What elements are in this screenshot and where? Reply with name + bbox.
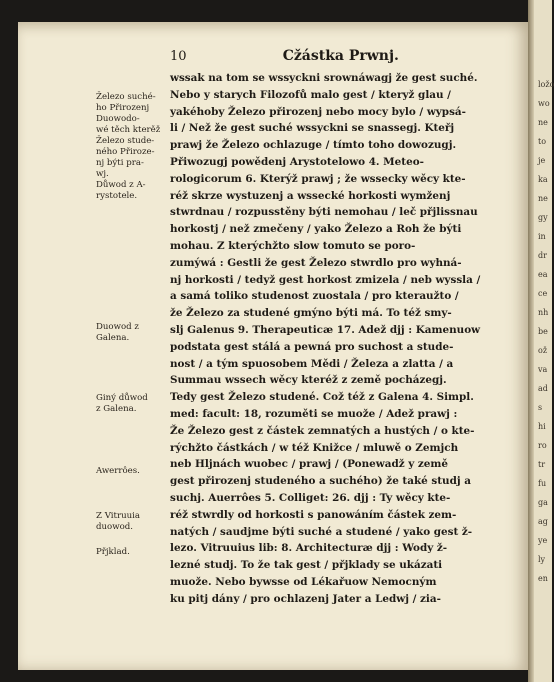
right-page-fragment: ly	[538, 555, 546, 564]
right-page-edge	[528, 0, 552, 682]
margin-note: Galena.	[96, 333, 130, 343]
text-line: a samá toliko studenost zuostala / pro kteraužto /	[170, 290, 459, 303]
text-line: lezné studj. To že tak gest / přjklady se ukázati	[170, 559, 443, 572]
text-line: ku pitj dány / pro ochlazenj Jater a Ledwj / zia-	[170, 592, 441, 605]
right-page-fragment: ag	[538, 517, 548, 526]
right-page-fragment: ložo	[538, 80, 554, 89]
text-line: stwrdnau / rozpusstěny býti nemohau / leč přjlissnau	[170, 206, 478, 219]
right-page-fragment: fu	[538, 479, 547, 488]
margin-note: Duowodo-	[96, 114, 140, 124]
right-page-fragment: tr	[538, 460, 546, 469]
page-number: 10	[170, 49, 187, 64]
right-page-fragment: nh	[538, 308, 549, 317]
right-page-fragment: va	[538, 365, 548, 374]
text-line: rýchžto částkách / w též Knižce / mluwě o Zemjch	[170, 441, 459, 454]
text-line: Tedy gest Železo studené. Což též z Galena 4. Simpl.	[170, 391, 474, 404]
text-line: zumýwá : Gestli že gest Železo stwrdlo pro wyhná-	[170, 256, 462, 269]
right-page-fragment: ro	[538, 441, 547, 450]
text-line: med: facult: 18, rozuměti se muože / Adež prawj :	[170, 408, 458, 420]
margin-note: Důwod z A-	[96, 180, 146, 190]
margin-note: ného Přiroze-	[96, 147, 155, 157]
right-page-fragment: ye	[538, 536, 548, 545]
text-line: natých / saudjme býti suché a studené / yako gest ž-	[170, 525, 473, 538]
text-line: yakéhoby Železo přirozenj nebo mocy bylo / wypsá-	[170, 105, 466, 118]
margin-note: duowod.	[96, 522, 133, 532]
right-page-fragment: ea	[538, 270, 548, 279]
text-line: podstata gest stálá a pewná pro suchost a stude-	[170, 340, 454, 353]
right-page-fragment: ka	[538, 175, 548, 184]
margin-note: Přjklad.	[96, 547, 130, 557]
right-page-fragment: wo	[538, 99, 550, 108]
margin-note: Železo stude-	[96, 136, 155, 146]
right-page-fragment: in	[538, 232, 546, 241]
text-line: réž skrze wystuzenj a wssecké horkosti wymženj	[170, 189, 451, 202]
margin-note: nj býti pra-	[96, 158, 144, 168]
right-page-fragment: en	[538, 574, 548, 583]
text-line: lezo. Vitruuius lib: 8. Architecturæ djj : Wody ž-	[170, 542, 448, 555]
running-header	[170, 48, 399, 64]
right-page-fragment: ce	[538, 289, 548, 298]
text-line: Přiwozugj powědenj Arystotelowo 4. Meteo-	[170, 156, 424, 168]
margin-note: z Galena.	[96, 404, 137, 414]
text-line: Nebo y starych Filozofů malo gest / kteryž glau /	[170, 88, 451, 101]
margin-note: wj.	[96, 169, 109, 179]
text-line: neb Hljnách wuobec / prawj / (Ponewadž y země	[170, 458, 449, 471]
margin-note: ho Přirozenj	[96, 103, 150, 113]
right-page-fragment: ož	[538, 346, 548, 355]
text-line: Že Železo gest z částek zemnatých a hustých / o kte-	[170, 424, 475, 437]
margin-note: wé těch kterěž	[96, 125, 161, 135]
text-line: suchj. Auerrôes 5. Colliget: 26. djj : Ty wěcy kte-	[170, 492, 451, 504]
margin-note: Giný důwod	[96, 393, 148, 403]
right-page-fragment: dr	[538, 251, 547, 260]
text-line: že Železo za studené gmýno býti má. To též smy-	[170, 307, 452, 320]
right-page-fragment: be	[538, 327, 548, 336]
text-line: nj horkosti / tedyž gest horkost zmizela / neb wyssla /	[170, 273, 481, 286]
right-page-fragment: s	[538, 403, 543, 412]
text-line: nost / a tým spuosobem Mědi / Železa a zlatta / a	[170, 357, 454, 370]
margin-note: rystotele.	[96, 191, 138, 201]
text-line: gest přirozenj studeného a suchého) že také studj a	[170, 475, 471, 488]
right-page-fragment: gy	[538, 213, 548, 222]
right-page-fragment: ne	[538, 118, 548, 127]
margin-note: Duowod z	[96, 322, 139, 332]
text-line: wssak na tom se wssyckni srownáwagj že gest suché.	[170, 72, 478, 84]
right-page-fragment: ad	[538, 384, 548, 393]
text-line: horkostj / než zmečeny / yako Železo a Roh že býti	[170, 223, 462, 236]
right-page-fragment: ga	[538, 498, 548, 507]
text-line: slj Galenus 9. Therapeuticæ 17. Adež djj : Kamenuow	[170, 324, 481, 336]
right-page-fragment: je	[538, 156, 546, 165]
text-line: muože. Nebo bywsse od Lékařuow Nemocným	[170, 576, 437, 588]
margin-note: Awerrôes.	[96, 466, 140, 476]
right-page-fragment: hi	[538, 422, 546, 431]
right-page-fragment: ne	[538, 194, 548, 203]
margin-note: Z Vitruuia	[96, 511, 141, 521]
text-line: rologicorum 6. Kterýž prawj ; že wssecky wěcy kte-	[170, 172, 466, 185]
text-line: li / Než že gest suché wssyckni se snassegj. Kteřj	[170, 122, 455, 135]
page-title: Cžástka Prwnj.	[282, 48, 399, 64]
text-line: prawj že Železo ochlazuge / tímto toho dowozugj.	[170, 139, 457, 152]
text-line: réž stwrdly od horkosti s panowáním částek zem-	[170, 508, 457, 521]
text-line: mohau. Z kterýchžto slow tomuto se poro-	[170, 240, 416, 252]
margin-note: Železo suché-	[96, 92, 156, 102]
right-page-fragment: to	[538, 137, 547, 146]
text-line: Summau wssech wěcy kteréž z země pocházegj.	[170, 374, 447, 387]
page-gutter	[528, 0, 534, 682]
